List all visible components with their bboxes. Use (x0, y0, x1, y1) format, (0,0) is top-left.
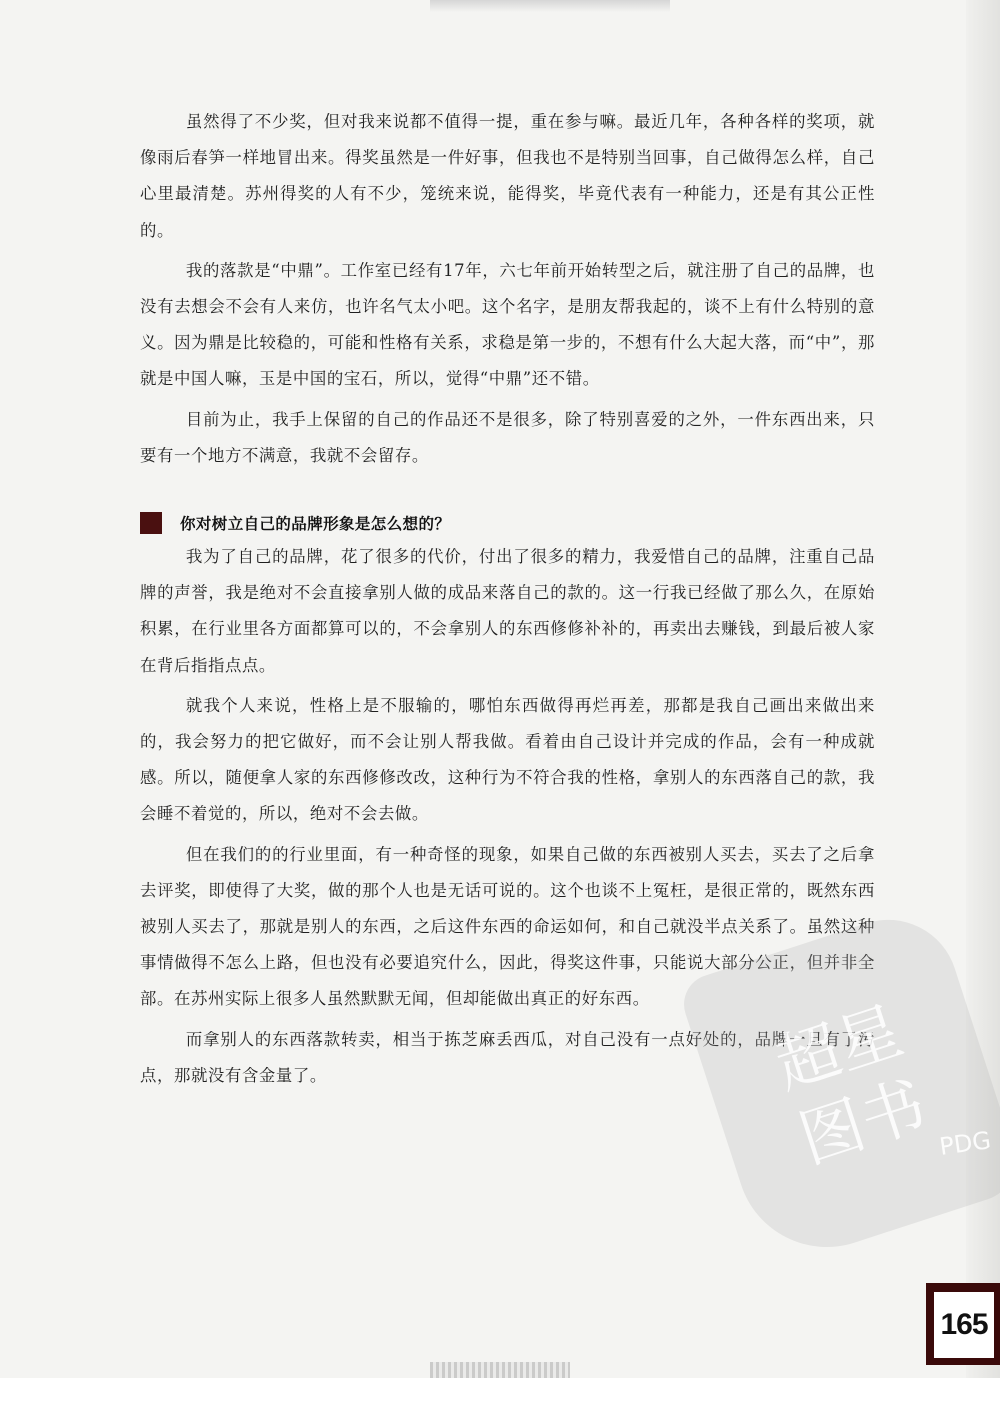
page-number: 165 (934, 1292, 994, 1358)
paragraph-7: 而拿别人的东西落款转卖，相当于拣芝麻丢西瓜，对自己没有一点好处的，品牌一旦有了污点，那就没有含金量了。 (140, 1029, 875, 1085)
watermark-glyphs: 超星图书 (766, 993, 936, 1179)
section-heading-text: 你对树立自己的品牌形象是怎么想的？ (180, 515, 451, 534)
scan-right-edge (966, 0, 1000, 1425)
paragraph-1: 虽然得了不少奖，但对我来说都不值得一提，重在参与嘛。最近几年，各种各样的奖项，就像雨后春笋一样地冒出来。得奖虽然是一件好事，但我也不是特别当回事，自己做得怎么样，自己心里最清楚。苏州得奖的人有不少，笼统来说，能得奖，毕竟代表有一种能力，还是有其公正性的。 (140, 112, 875, 240)
paragraph-3: 目前为止，我手上保留的自己的作品还不是很多，除了特别喜爱的之外，一件东西出来，只要有一个地方不满意，我就不会留存。 (140, 409, 875, 465)
scan-bottom-margin (0, 1378, 1000, 1425)
paragraph-4: 我为了自己的品牌，花了很多的代价，付出了很多的精力，我爱惜自己的品牌，注重自己品牌的声誉，我是绝对不会直接拿别人做的成品来落自己的款的。这一行我已经做了那么久，在原始积累，在行业里各方面都算可以的，不会拿别人的东西修修补补的，再卖出去赚钱，到最后被人家在背后指指点点。 (140, 547, 875, 675)
paragraph-2: 我的落款是“中鼎”。工作室已经有17年，六七年前开始转型之后，就注册了自己的品牌，也没有去想会不会有人来仿，也许名气太小吧。这个名字，是朋友帮我起的，谈不上有什么特别的意义。因为鼎是比较稳的，可能和性格有关系，求稳是第一步的，不想有什么大起大落，而“中”，那就是中国人嘛，玉是中国的宝石，所以，觉得“中鼎”还不错。 (140, 260, 875, 389)
section-heading (140, 507, 875, 539)
paragraph-6: 但在我们的的行业里面，有一种奇怪的现象，如果自己做的东西被别人买去，买去了之后拿去评奖，即使得了大奖，做的那个人也是无话可说的。这个也谈不上冤枉，是很正常的，既然东西被别人买去了，那就是别人的东西，之后这件东西的命运如何，和自己就没半点关系了。虽然这种事情做得不怎么上路，但也没有必要追究什么，因此，得奖这件事，只能说大部分公正，但并非全部。在苏州实际上很多人虽然默默无闻，但却能做出真正的好东西。 (140, 844, 875, 1009)
watermark-label: PDG (938, 1125, 994, 1161)
paragraph-5: 就我个人来说，性格上是不服输的，哪怕东西做得再烂再差，那都是我自己画出来做出来的，我会努力的把它做好，而不会让别人帮我做。看着由自己设计并完成的作品，会有一种成就感。所以，随便拿人家的东西修修改改，这种行为不符合我的性格，拿别人的东西落自己的款，我会睡不着觉的，所以，绝对不会去做。 (140, 695, 875, 824)
page-content (140, 104, 875, 1094)
heading-square-icon (140, 512, 162, 534)
scan-top-shadow (430, 0, 670, 12)
